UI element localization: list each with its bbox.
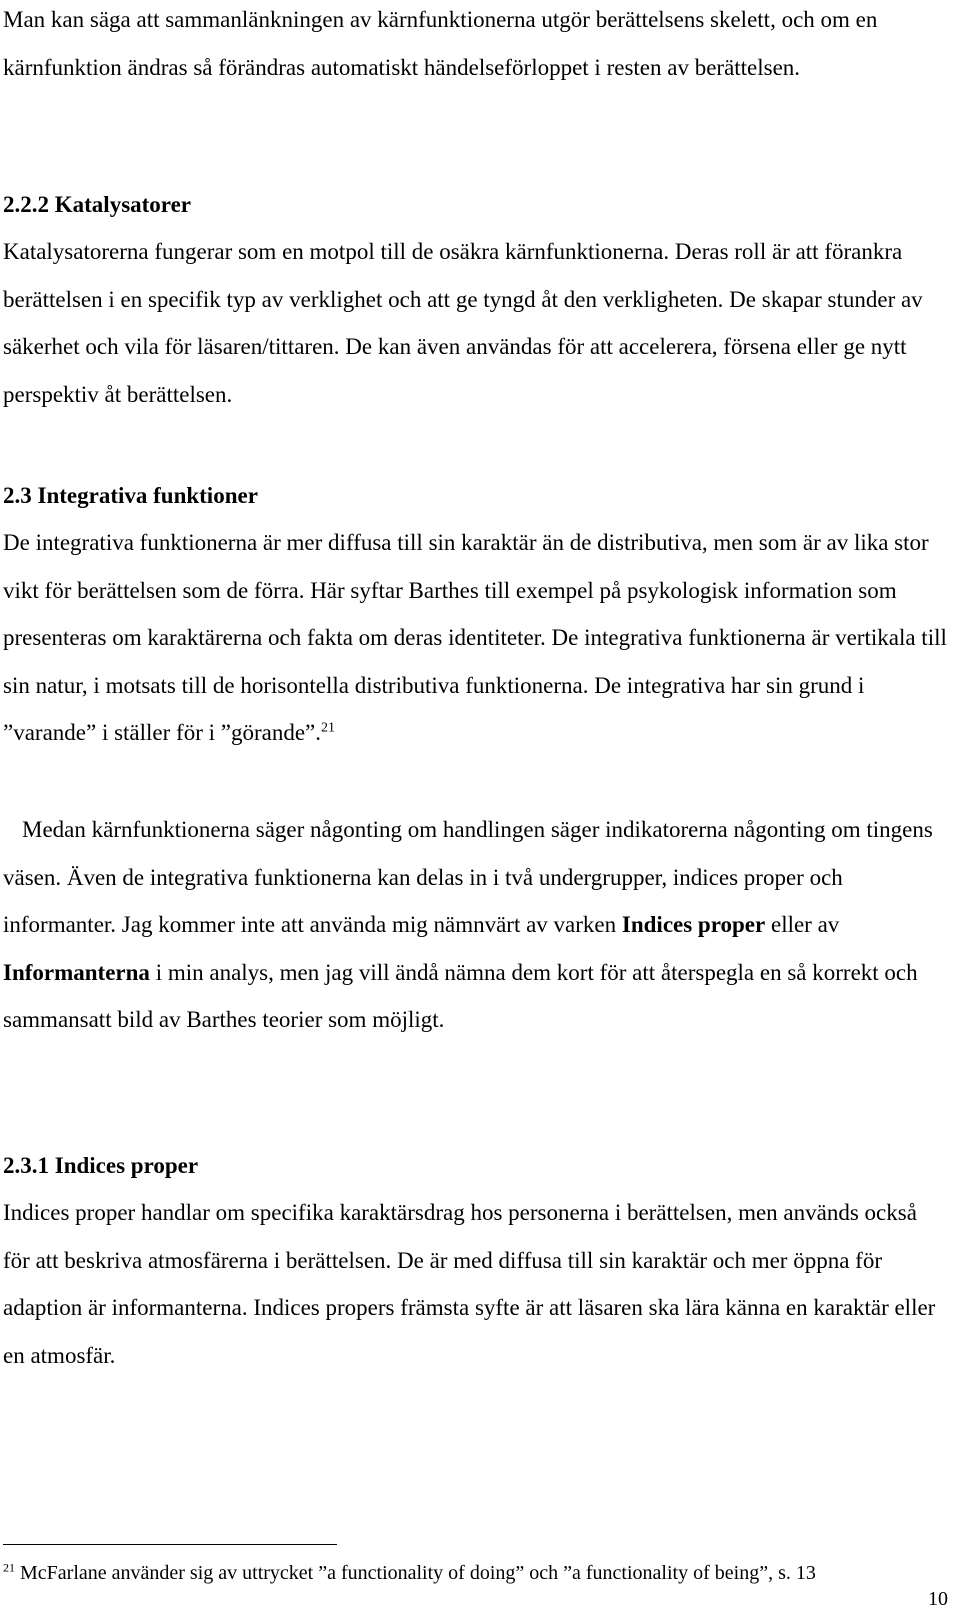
footnote-text: McFarlane använder sig av uttrycket ”a functionality of doing” och ”a functionality of being”, s. 13	[20, 1562, 816, 1584]
paragraph-integrativa-2-text-c: i min analys, men jag vill ändå nämna dem kort för att återspegla en så korrekt och sammansatt bild av Barthes teorier som möjligt.	[3, 959, 918, 1033]
page-number: 10	[928, 1588, 948, 1610]
paragraph-integrativa-2-text-b: eller av	[765, 912, 840, 938]
term-informanterna: Informanterna	[3, 959, 150, 985]
section-heading-indices-proper: 2.3.1 Indices proper	[3, 1153, 199, 1178]
footnote-number: 21	[3, 1560, 15, 1575]
intro-paragraph: Man kan säga att sammanlänkningen av kärnfunktionerna utgör berättelsens skelett, och om en kärnfunktion ändras så förändras automatiskt händelseförloppet i resten av berättelsen.	[3, 7, 878, 80]
paragraph-integrativa-2	[3, 806, 948, 1044]
paragraph-integrativa-2-text-a: Medan kärnfunktionerna säger någonting om handlingen säger indikatorerna någonting om tingens väsen. Även de integrativa funktionerna kan delas in i två undergrupper, indices proper och informanter. Jag kommer inte att använda mig nämnvärt av varken	[3, 817, 933, 938]
section-heading-katalysatorer: 2.2.2 Katalysatorer	[3, 192, 192, 217]
paragraph-katalysatorer: Katalysatorerna fungerar som en motpol till de osäkra kärnfunktionerna. Deras roll är att förankra berättelsen i en specifik typ av verklighet och att ge tyngd åt den verkligheten. De skapar stunder av säkerhet och vila för läsaren/tittaren. De kan även användas för att accelerera, försena eller ge nytt perspektiv åt berättelsen.	[3, 239, 923, 407]
footnote-separator	[3, 1544, 337, 1545]
paragraph-integrativa-1-text: De integrativa funktionerna är mer diffusa till sin karaktär än de distributiva, men som är av lika stor vikt för berättelsen som de förra. Här syftar Barthes till exempel på psykologisk information som presenteras om karaktärerna och fakta om deras identiteter. De integrativa funktionerna är vertikala till sin natur, i motsats till de horisontella distributiva funktionerna. De integrativa har sin grund i ”varande” i ställer för i ”görande”.	[3, 530, 947, 746]
section-heading-integrativa: 2.3 Integrativa funktioner	[3, 483, 258, 508]
footnote	[3, 1560, 948, 1586]
footnote-reference: 21	[321, 720, 335, 736]
paragraph-integrativa-1	[3, 519, 948, 757]
term-indices-proper: Indices proper	[621, 912, 766, 938]
paragraph-indices-proper: Indices proper handlar om specifika karaktärsdrag hos personerna i berättelsen, men används också för att beskriva atmosfärerna i berättelsen. De är med diffusa till sin karaktär och mer öppna för adaption är informanterna. Indices propers främsta syfte är att läsaren ska lära känna en karaktär eller en atmosfär.	[3, 1200, 936, 1368]
